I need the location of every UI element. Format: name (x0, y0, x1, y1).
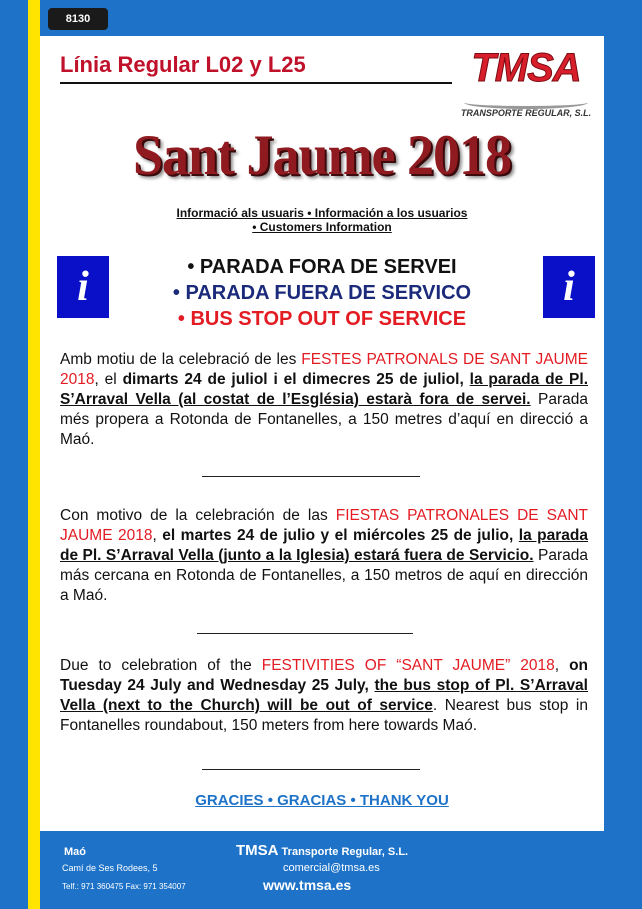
document-code-badge: 8130 (48, 8, 108, 30)
para-es-mid: , (152, 527, 163, 544)
footer-street: Camí de Ses Rodees, 5 (62, 863, 158, 873)
para-en-dates: on Tuesday 24 July and Wednesday 25 July, (60, 657, 588, 694)
footer-company-brand: TMSA (236, 842, 279, 859)
separator-3 (202, 769, 420, 770)
paragraph-catalan (60, 350, 588, 450)
notice-english: • BUS STOP OUT OF SERVICE (177, 308, 467, 330)
footer-company (236, 842, 408, 859)
tmsa-logo (458, 46, 594, 120)
footer-city: Maó (64, 846, 86, 858)
separator-1 (202, 476, 420, 477)
route-title: Línia Regular L02 y L25 (60, 52, 452, 84)
separator-2 (197, 633, 413, 634)
paragraph-spanish (60, 506, 588, 606)
footer-website[interactable]: www.tmsa.es (263, 877, 352, 893)
info-line-2: • Customers Information (252, 220, 392, 234)
logo-wordmark: TMSA (471, 46, 581, 90)
thanks-line: GRACIES • GRACIAS • THANK YOU (195, 792, 449, 809)
footer-email[interactable]: comercial@tmsa.es (283, 862, 380, 874)
para-es-dates: el martes 24 de julio y el miércoles 25 de julio, (162, 527, 514, 544)
para-ca-festival: FESTES PATRONALS DE SANT JAUME 2018 (60, 351, 588, 388)
logo-subtitle: TRANSPORTE REGULAR, S.L. (460, 108, 592, 118)
yellow-stripe (28, 0, 40, 909)
paragraph-english (60, 656, 588, 736)
para-es-rest: Parada más cercana en Rotonda de Fontanelles, a 150 metros de aquí en dirección a Maó. (60, 547, 589, 604)
footer-phones: Telf.: 971 360475 Fax: 971 354007 (62, 882, 186, 891)
para-es-festival: FIESTAS PATRONALES DE SANT JAUME 2018 (60, 507, 588, 544)
para-ca-mid: , el (94, 371, 123, 388)
para-ca-stop: la parada de Pl. S’Arraval Vella (al costat de l’Església) estarà fora de servei. (60, 371, 589, 408)
para-en-intro: Due to celebration of the (60, 657, 262, 674)
notice-catalan: • PARADA FORA DE SERVEI (187, 256, 457, 278)
info-icon-right: i (543, 256, 595, 318)
para-ca-intro: Amb motiu de la celebració de les (60, 351, 302, 368)
para-en-rest: . Nearest bus stop in Fontanelles roundabout, 150 meters from here towards Maó. (60, 697, 588, 734)
para-en-mid: , (554, 657, 570, 674)
para-es-intro: Con motivo de la celebración de las (60, 507, 336, 524)
footer-company-rest: Transporte Regular, S.L. (278, 846, 409, 858)
info-line-1: Informació als usuaris • Información a los usuarios (176, 206, 468, 220)
event-title: Sant Jaume 2018 (132, 123, 512, 187)
para-en-festival: FESTIVITIES OF “SANT JAUME” 2018 (261, 657, 555, 674)
notice-sheet (40, 36, 604, 831)
para-en-stop: the bus stop of Pl. S’Arraval Vella (next to the Church) will be out of service (60, 677, 588, 714)
notice-spanish: • PARADA FUERA DE SERVICO (172, 282, 472, 304)
info-icon-left: i (57, 256, 109, 318)
para-ca-rest: Parada més propera a Rotonda de Fontanelles, a 150 metres d’aquí en direcció a Maó. (60, 391, 588, 448)
para-ca-dates: dimarts 24 de juliol i el dimecres 25 de juliol, (122, 371, 464, 388)
para-es-stop: la parada de Pl. S’Arraval Vella (junto a la Iglesia) estará fuera de Servicio. (60, 527, 588, 564)
